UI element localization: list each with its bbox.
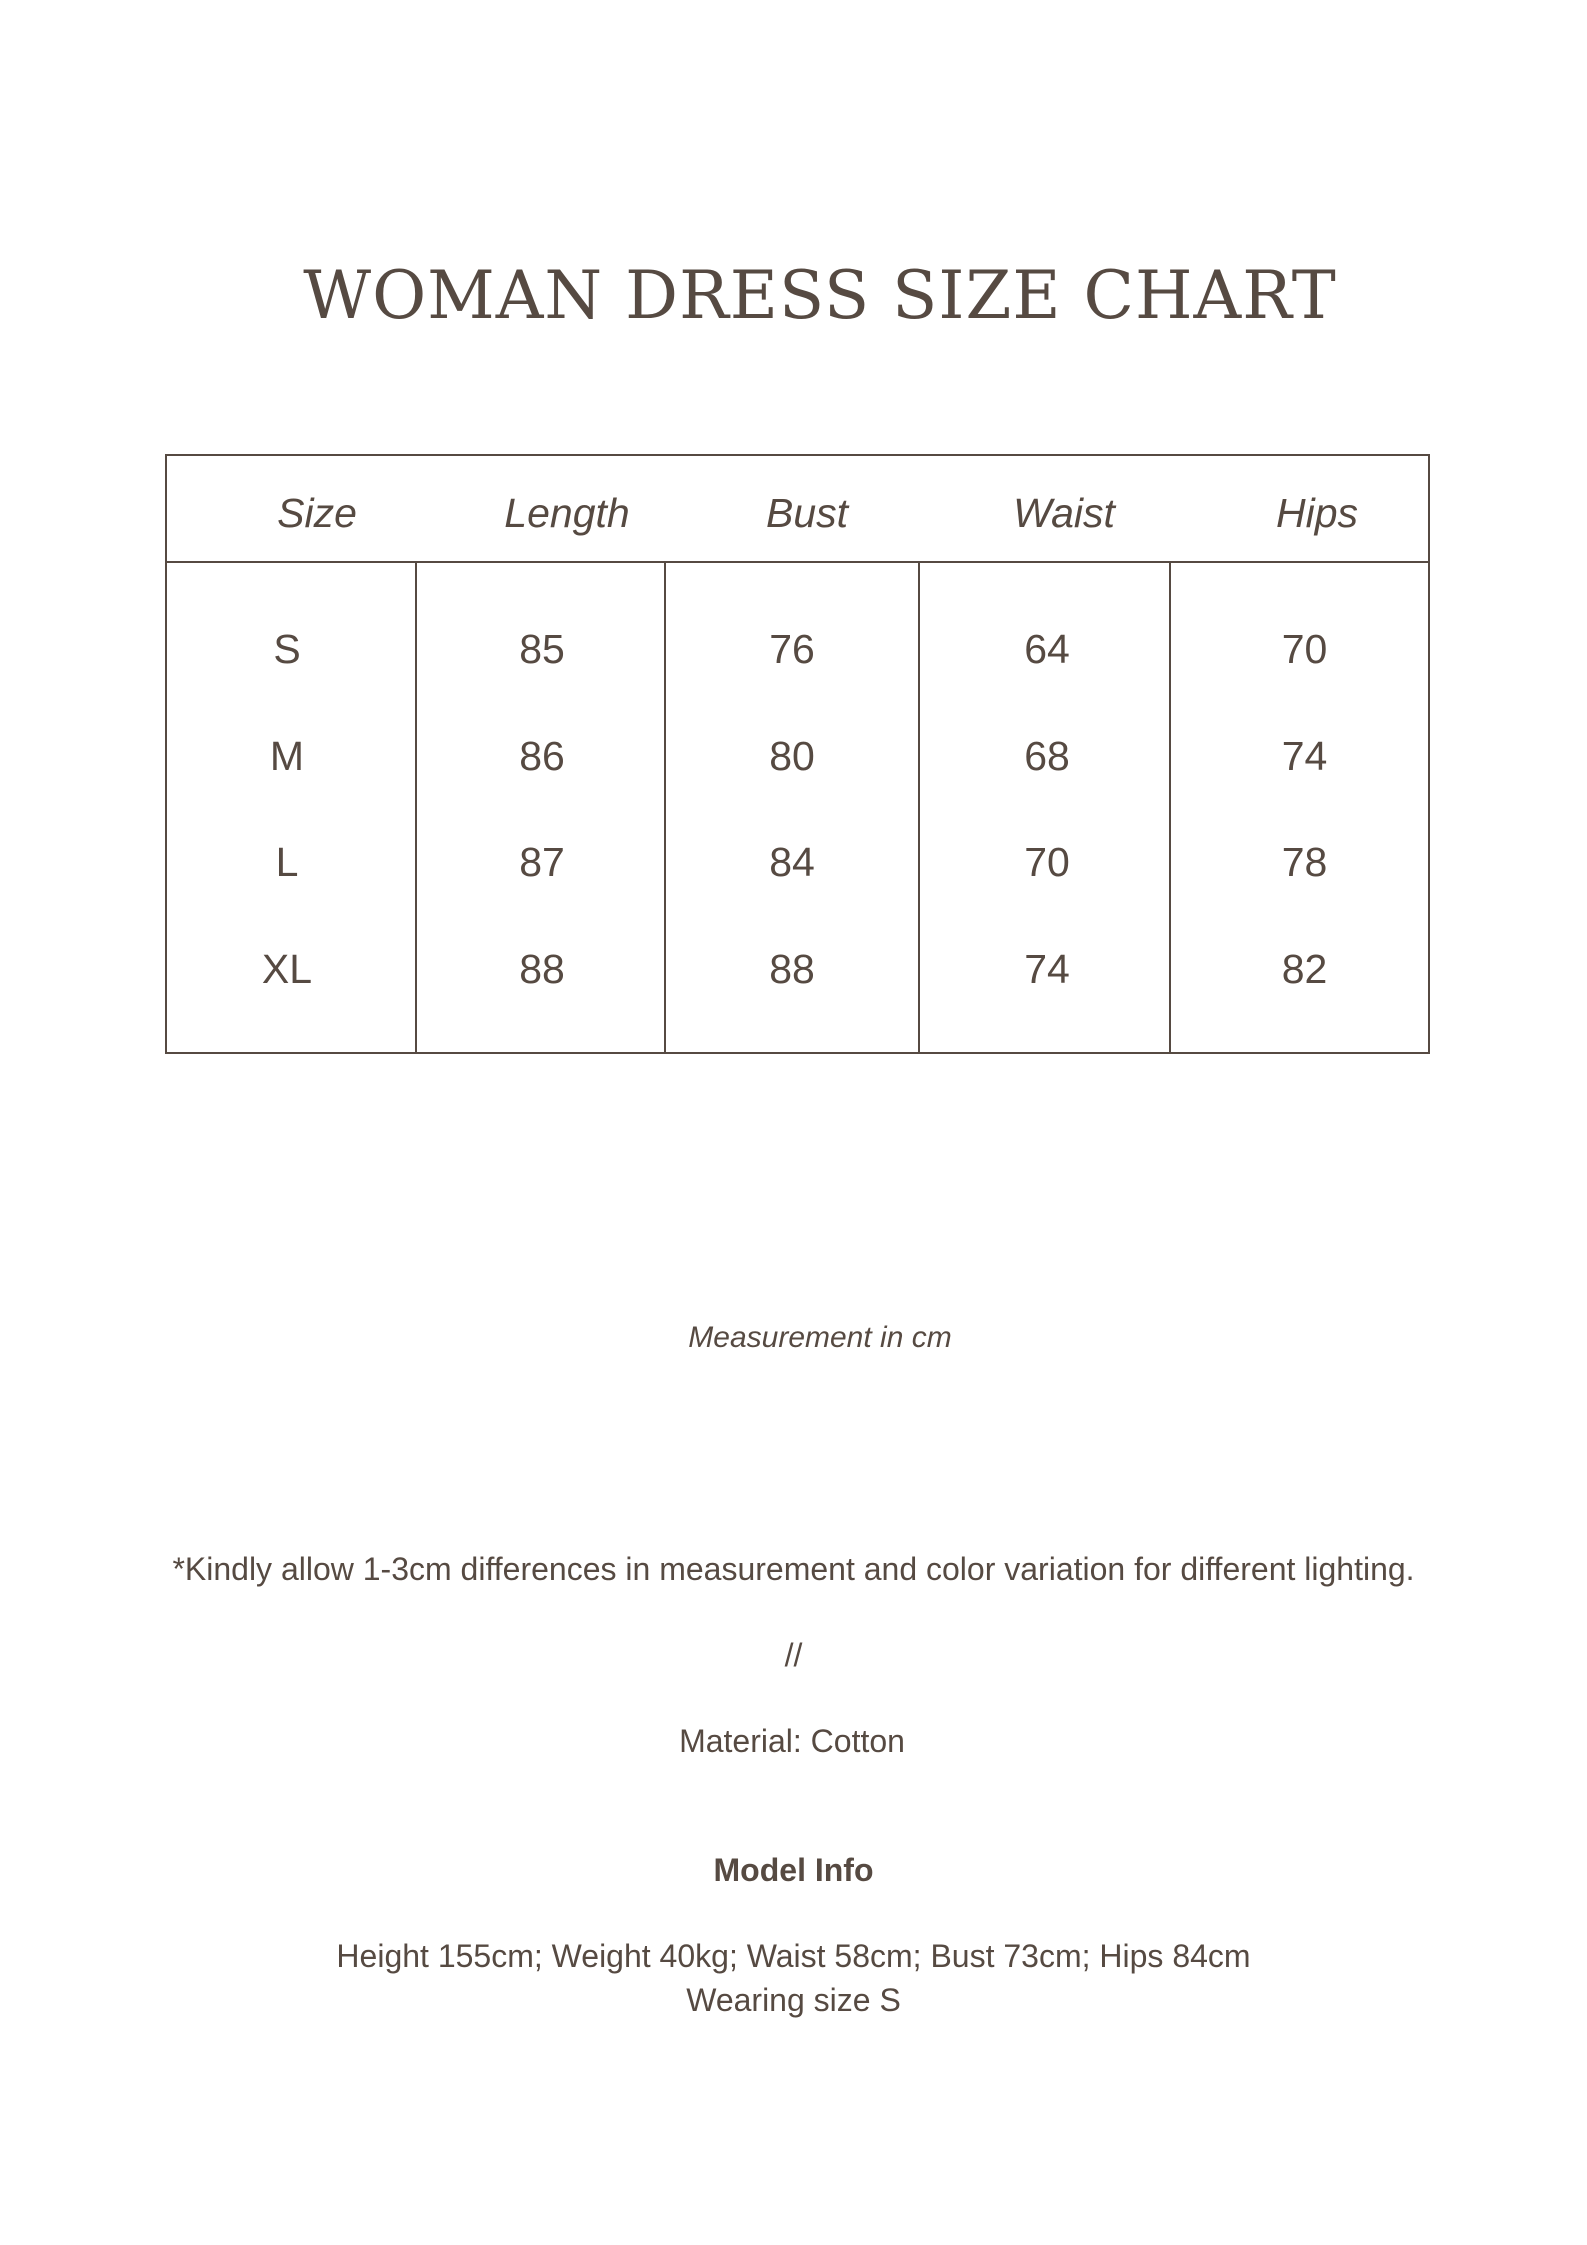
cell-size: M [269, 733, 305, 779]
cell-length: 85 [519, 626, 565, 672]
cell-bust: 84 [769, 839, 815, 885]
cell-length: 86 [519, 733, 565, 779]
cell-bust: 80 [769, 733, 815, 779]
cell-size: S [273, 626, 301, 672]
disclaimer-text: *Kindly allow 1-3cm differences in measurement and color variation for different lighting. [172, 1551, 1415, 1587]
cell-hips: 82 [1281, 946, 1328, 992]
header-size: Size [277, 490, 357, 536]
measurement-unit-note: Measurement in cm [688, 1321, 952, 1354]
cell-hips: 74 [1281, 733, 1328, 779]
cell-waist: 70 [1024, 839, 1070, 885]
column-divider [918, 563, 920, 1052]
cell-waist: 68 [1024, 733, 1070, 779]
page-title: WOMAN DRESS SIZE CHART [303, 257, 1337, 334]
cell-waist: 74 [1024, 946, 1070, 992]
table-header-row [167, 456, 1428, 563]
separator: // [784, 1637, 803, 1673]
cell-length: 88 [519, 946, 565, 992]
cell-length: 87 [519, 839, 565, 885]
cell-bust: 88 [769, 946, 815, 992]
cell-bust: 76 [769, 626, 815, 672]
model-info-heading: Model Info [713, 1852, 874, 1888]
cell-hips: 78 [1281, 839, 1328, 885]
cell-size: L [275, 839, 299, 885]
header-hips: Hips [1275, 490, 1359, 536]
model-wearing-size: Wearing size S [686, 1982, 901, 2018]
model-measurements: Height 155cm; Weight 40kg; Waist 58cm; Bust 73cm; Hips 84cm [336, 1938, 1251, 1974]
size-chart-table [165, 454, 1430, 1054]
header-bust: Bust [765, 490, 849, 536]
header-length: Length [504, 490, 630, 536]
cell-hips: 70 [1281, 626, 1328, 672]
header-waist: Waist [1013, 490, 1115, 536]
cell-waist: 64 [1024, 626, 1070, 672]
cell-size: XL [261, 946, 313, 992]
material-info: Material: Cotton [679, 1723, 905, 1759]
